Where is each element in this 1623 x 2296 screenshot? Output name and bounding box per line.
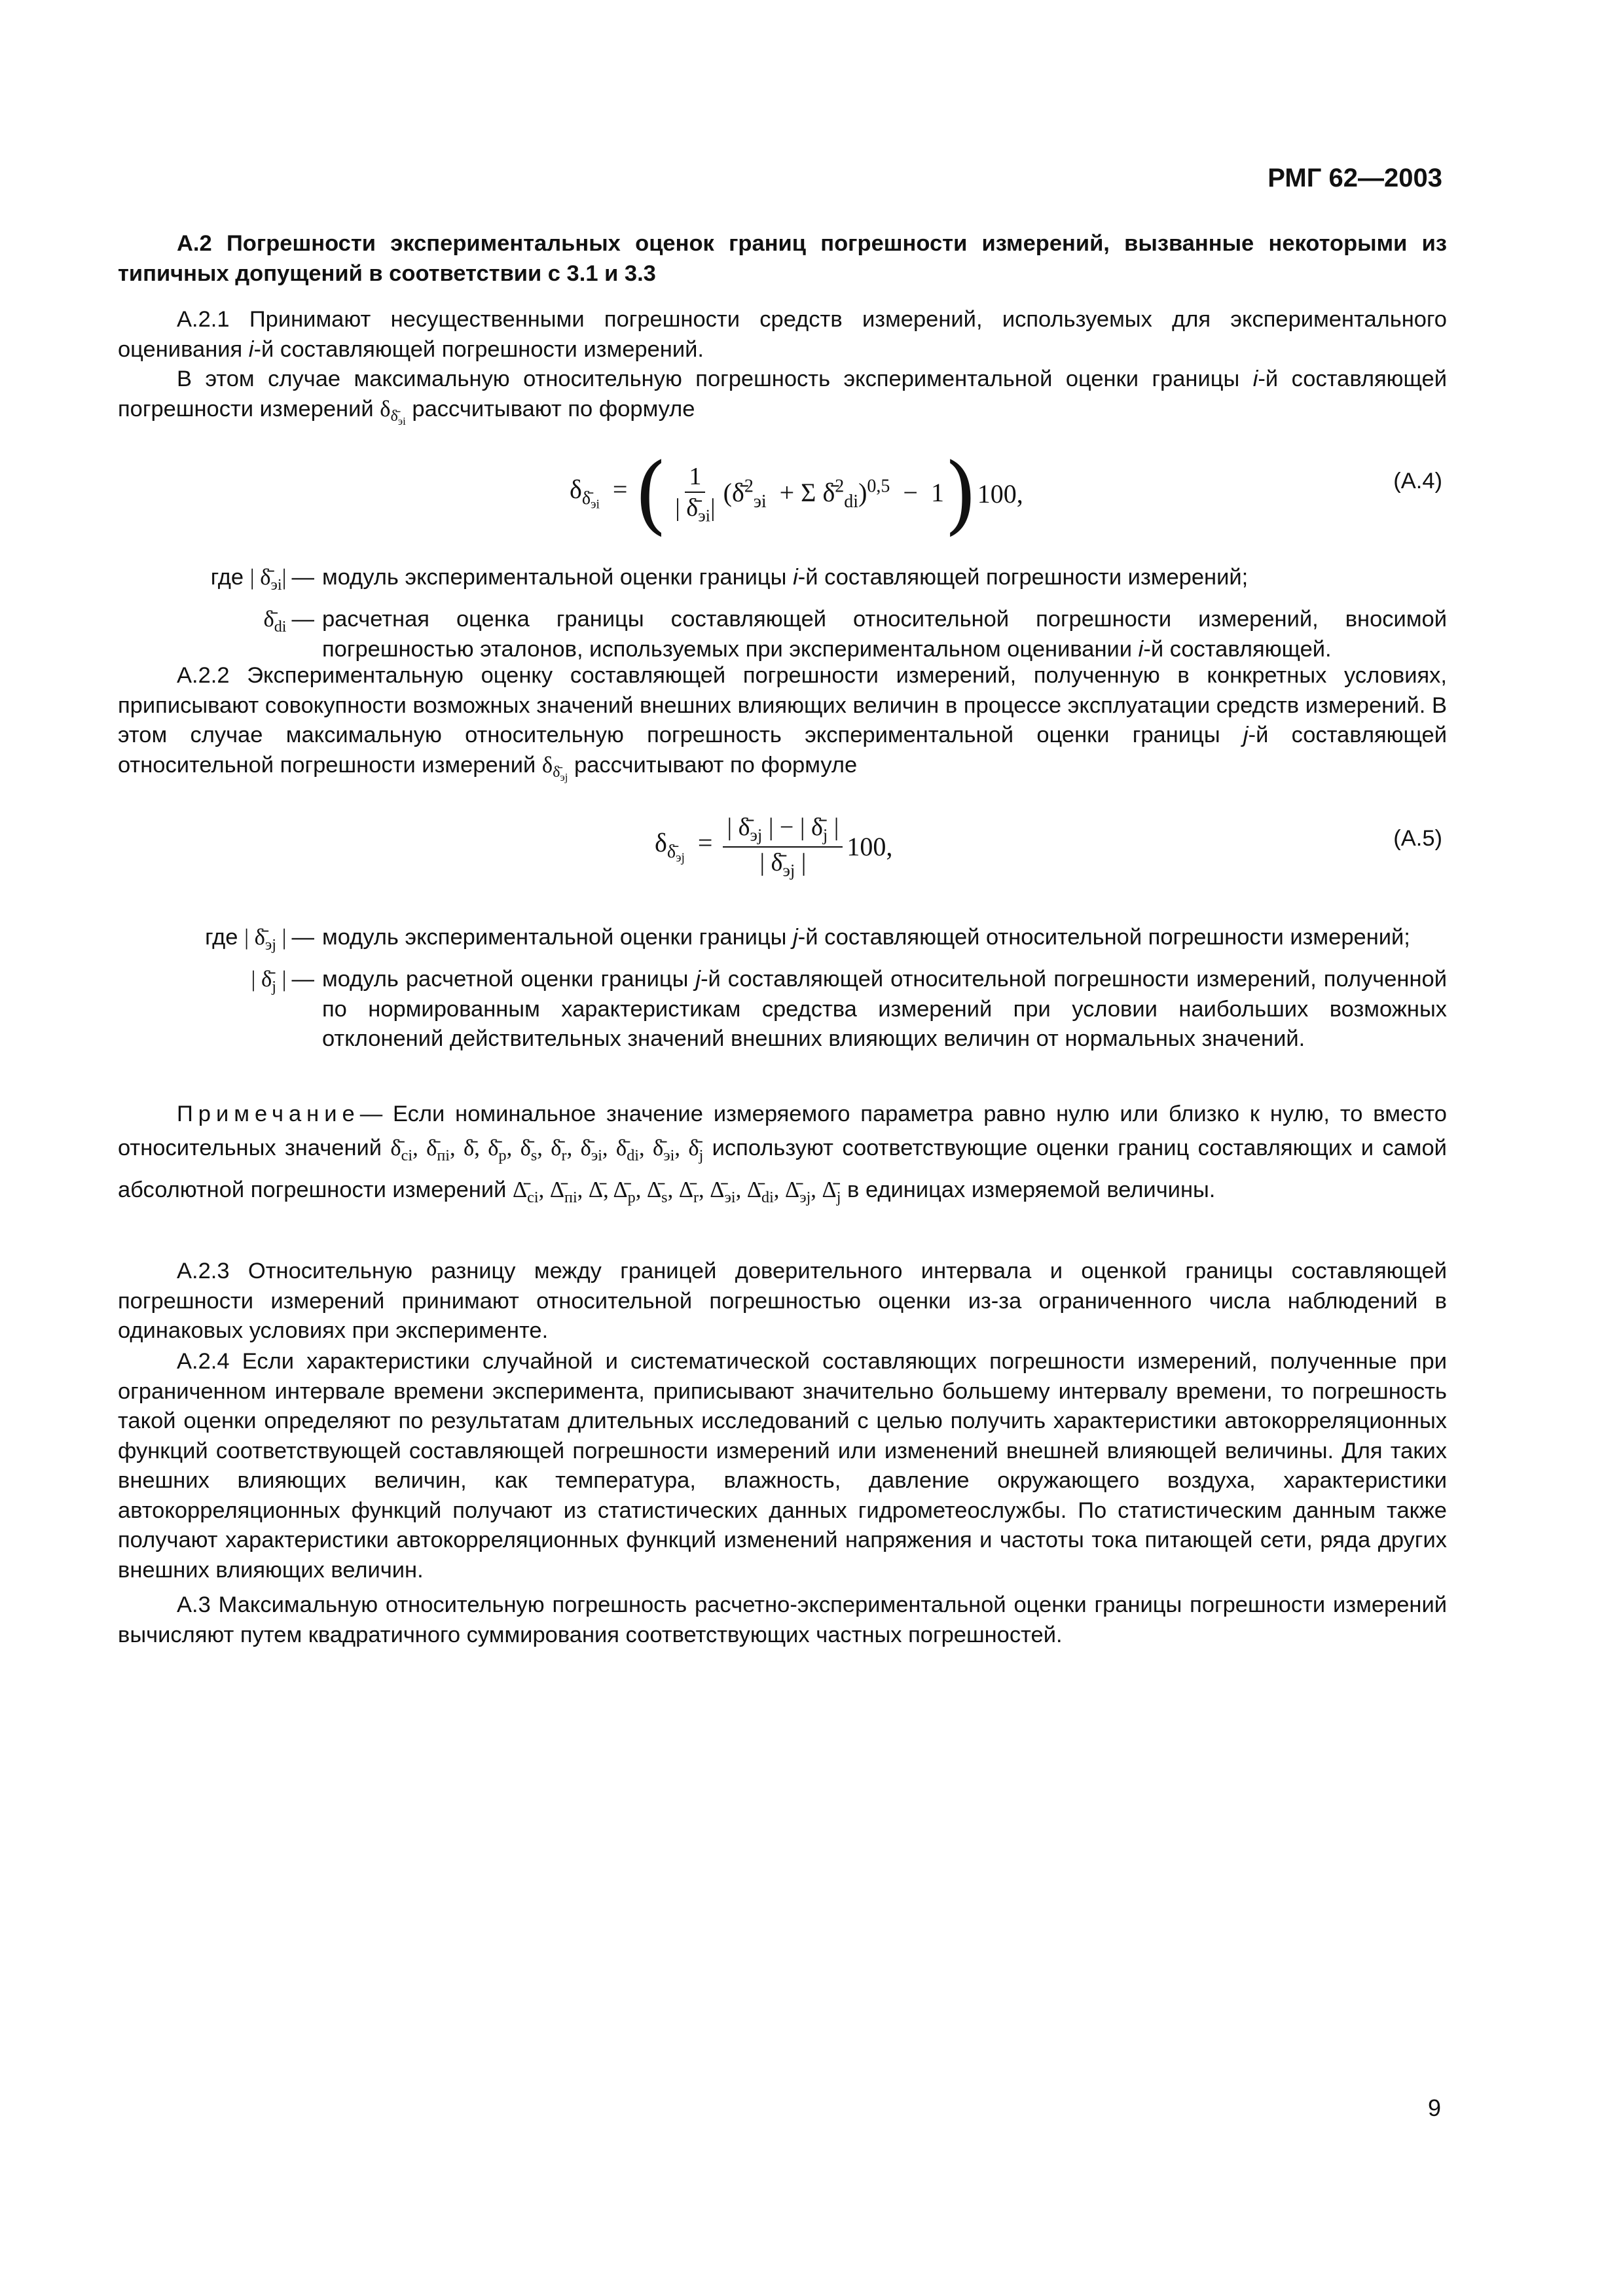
absolute-symbols-list: $\Deltā_{ci}$, $\Deltā_{пi}$, Δ̄, $\Deltā_p$, $\Deltā_s$, $\Deltā_r$, $\Deltā_{эi}$, $\Deltā_{di}$, $\Deltā_{эj}$, $\Deltā_j$: [512, 1177, 841, 1206]
paragraph-a21-2: В этом случае максимальную относительную погрешность экспериментальной оценки границы i-й составляющей погрешности измерений $\delta_{\deltā_{эi}}$ рассчитывают по формуле: [118, 367, 1447, 428]
section-number: А.2: [177, 231, 212, 256]
formula-a5: $\delta_{\deltā_{эj}}$ = $\frac{| \deltā_{эj} | - | \deltā_j |}{| \deltā_{эj} |}$ 100,: [655, 814, 893, 880]
formula-a5-number: (А.5): [1393, 826, 1442, 851]
relative-symbols-list: $\deltā_{ci}$, $\deltā_{пi}$, δ̄, $\deltā_p$, $\deltā_s$, $\deltā_r$, $\deltā_{эi}$, $\deltā_{di}$, $\deltā_{эi}$, $\deltā_j$: [390, 1136, 704, 1164]
note-label: Примечание: [177, 1102, 360, 1126]
formula-a4: $\delta_{\deltā_{эi}}$ = ( $\frac{1}{| \deltā_{эi}|}$ (δ̄$^2_{эi}$ + Σ δ̄$^2_{di}$)$^{0,5}$ − 1)100,: [570, 444, 1023, 544]
definitions-a5: [118, 923, 1447, 1060]
definition-row: где | $\deltā_{эi}|$ — модуль экспериментальной оценки границы i-й составляющей погрешности измерений;: [210, 565, 1249, 594]
symbol-delta-sub-delta-ej: $\delta_{\deltā_{эj}}$: [541, 752, 568, 784]
definition-row: $\deltā_{di}$ — расчетная оценка границы составляющей относительной погрешности измерений, вносимой погрешностью эталонов, используемых при экспериментальном оценивании i-й составляющей.: [263, 607, 1447, 662]
section-heading-a2: [118, 229, 1447, 289]
paragraph-a23: А.2.3 Относительную разницу между границей доверительного интервала и оценкой границы составляющей погрешности измерений принимают относительной погрешностью оценки из-за ограниченного числа наблюдений в одинаковых условиях при эксперименте.: [118, 1259, 1447, 1343]
section-title: Погрешности экспериментальных оценок границ погрешности измерений, вызванные некоторыми из типичных допущений в соответствии с 3.1 и 3.3: [118, 231, 1447, 286]
definition-row: где | $\deltā_{эj}$ | — модуль экспериментальной оценки границы j-й составляющей относительной погрешности измерений;: [205, 925, 1410, 954]
formula-a4-number: (А.4): [1393, 469, 1442, 493]
document-id-header: РМГ 62—2003: [1267, 164, 1442, 192]
paragraph-a3: А.3 Максимальную относительную погрешность расчетно-экспериментальной оценки границы погрешности измерений вычисляют путем квадратичного суммирования соответствующих частных погрешностей.: [118, 1592, 1447, 1647]
definitions-a4: [118, 563, 1447, 670]
paragraph-a22: А.2.2 Экспериментальную оценку составляющей погрешности измерений, полученную в конкретных условиях, приписывают совокупности возможных значений внешних влияющих величин в процессе эксплуатации средств измерений. В этом случае максимальную относительную погрешность экспериментальной оценки границы j-й составляющей относительной погрешности измерений $\delta_{\deltā_{эj}}$ рассчитывают по формуле: [118, 663, 1447, 784]
paragraph-a21-1: А.2.1 Принимают несущественными погрешности средств измерений, используемых для экспериментального оценивания i-й составляющей погрешности измерений.: [118, 307, 1447, 362]
paragraph-a24: А.2.4 Если характеристики случайной и систематической составляющих погрешности измерений, полученные при ограниченном интервале времени эксперимента, приписывают значительно большему интервалу времени, то погрешность такой оценки определяют по результатам длительных исследований с целью получить характеристики автокорреляционных функций соответствующей составляющей погрешности измерений или изменений внешней влияющей величины. Для таких внешних влияющих величин, как температура, влажность, давление окружающего воздуха, характеристики автокорреляционных функций получают из статистических данных гидрометеослужбы. По статистическим данным также получают характеристики автокорреляционных функций изменений напряжения и частоты тока питающей сети, ряда других внешних влияющих величин.: [118, 1349, 1447, 1583]
definition-row: | $\deltā_j$ | — модуль расчетной оценки границы j-й составляющей относительной погрешности измерений, полученной по нормированным характеристикам средства измерений при условии наибольших возможных отклонений действительных значений внешних влияющих величин от нормальных значений.: [251, 967, 1447, 1052]
note-block: Примечание— Если номинальное значение измеряемого параметра равно нулю или близко к нулю, то вместо относительных значений $\deltā_{ci}$, $\deltā_{пi}$, δ̄, $\deltā_p$, $\deltā_s$, $\deltā_r$, $\deltā_{эi}$, $\deltā_{di}$, $\deltā_{эi}$, $\deltā_j$ используют соответствующие оценки границ составляющих и самой абсолютной погрешности измерений $\Deltā_{ci}$, $\Deltā_{пi}$, Δ̄, $\Deltā_p$, $\Deltā_s$, $\Deltā_r$, $\Deltā_{эi}$, $\Deltā_{di}$, $\Deltā_{эj}$, $\Deltā_j$ в единицах измеряемой величины.: [118, 1102, 1447, 1206]
page-number: 9: [1427, 2094, 1441, 2121]
symbol-delta-sub-delta-ei: $\delta_{\deltā_{эi}}$: [380, 396, 406, 428]
